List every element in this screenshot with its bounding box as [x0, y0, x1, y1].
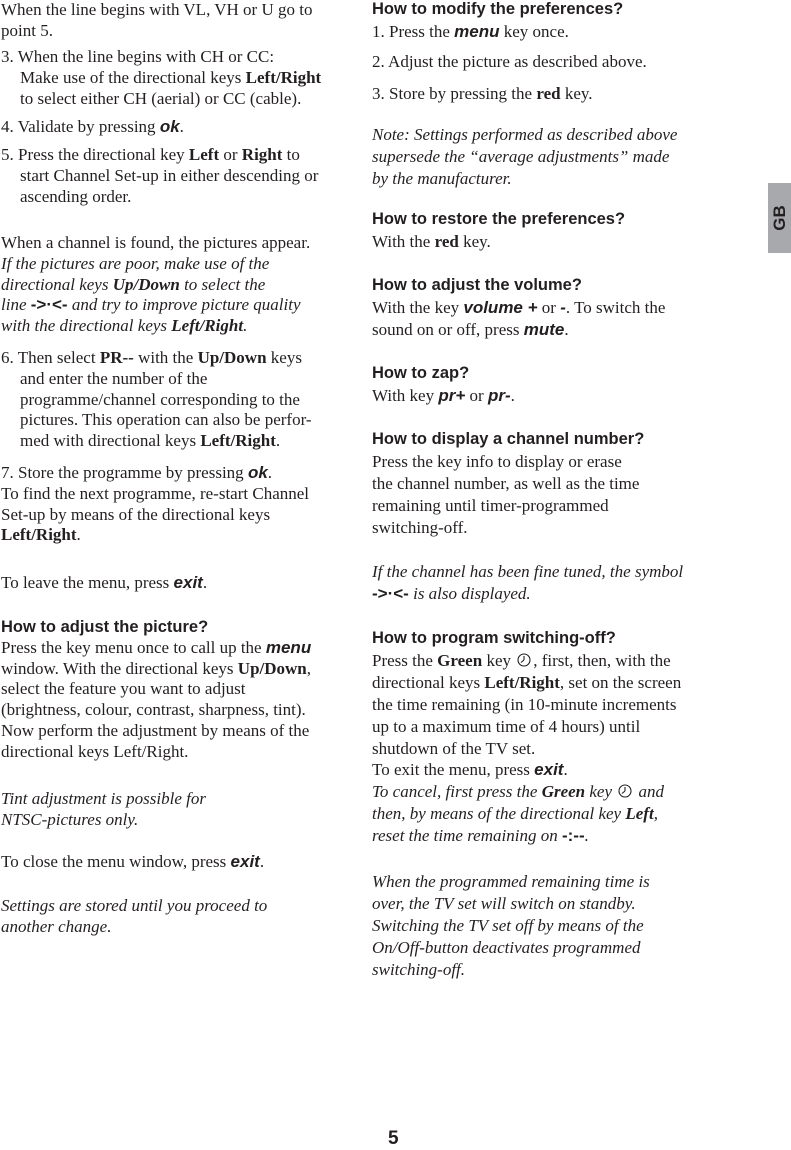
- text-line: [372, 759, 681, 781]
- text-line: [1, 21, 312, 42]
- key-name: pr+: [438, 385, 466, 405]
- text-run: switching-off.: [372, 517, 468, 537]
- standby-note: [372, 871, 650, 981]
- text-run: NTSC-pictures only.: [1, 809, 139, 829]
- text-run: to select the: [179, 274, 266, 294]
- key-name: pr-: [487, 385, 511, 405]
- text-run: 3. Store by pressing the: [372, 84, 537, 103]
- text-run: .: [179, 117, 184, 136]
- text-run: To exit the menu, press: [372, 760, 535, 780]
- text-run: 4. Validate by pressing: [1, 117, 160, 136]
- text-run: 5. Press the directional key: [1, 145, 189, 164]
- text-run: directional keys Left/Right.: [1, 741, 189, 761]
- text-run: directional keys: [1, 274, 113, 294]
- text-line: [372, 473, 644, 495]
- text-run: and try to improve picture quality: [67, 295, 301, 315]
- text-run: When the line begins with VL, VH or U go to: [1, 0, 313, 19]
- text-line: [372, 694, 681, 716]
- key-name: Right: [241, 145, 283, 164]
- key-name: -: [560, 297, 566, 317]
- text-run: . To switch the: [565, 297, 666, 317]
- text-run: Switching the TV set off by means of the: [372, 915, 644, 935]
- text-run: 2. Adjust the picture as described above.: [372, 52, 647, 71]
- channel-found-paragraph: [1, 233, 310, 337]
- tint-note: [1, 789, 206, 831]
- clock-icon: [517, 651, 531, 665]
- text-line: [20, 369, 312, 390]
- modify-step-2: [372, 51, 647, 73]
- text-run: med with directional keys: [20, 431, 201, 451]
- text-run: key once.: [499, 21, 569, 41]
- text-line: [372, 825, 681, 847]
- text-line: [372, 583, 683, 605]
- section-heading: [372, 0, 623, 21]
- section-heading: [372, 428, 644, 451]
- text-run: and: [634, 782, 665, 802]
- text-run: switching-off.: [372, 959, 466, 979]
- heading-text: How to adjust the picture?: [1, 618, 209, 636]
- text-line: [1, 145, 318, 166]
- text-run: Settings are stored until you proceed to: [1, 896, 268, 915]
- switching-off-section: [372, 627, 681, 847]
- text-line: [372, 959, 650, 981]
- text-run: On/Off-button deactivates programmed: [372, 937, 641, 957]
- text-run: another change.: [1, 916, 112, 936]
- text-line: [372, 716, 681, 738]
- text-run: or: [465, 385, 488, 405]
- text-run: To find the next programme, re-start Channel: [1, 483, 310, 503]
- text-line: [1, 316, 310, 337]
- text-line: [20, 68, 321, 89]
- text-line: [1, 233, 310, 254]
- leave-menu-paragraph: [1, 573, 207, 594]
- key-name: Green: [437, 650, 483, 670]
- key-name: Left: [188, 145, 220, 164]
- text-run: or: [537, 297, 561, 317]
- text-run: .: [267, 463, 273, 482]
- text-line: [372, 937, 650, 959]
- text-run: .: [564, 319, 569, 339]
- text-line: [372, 385, 515, 407]
- text-run: key.: [458, 231, 491, 251]
- text-run: .: [275, 431, 281, 451]
- text-line: [372, 781, 681, 803]
- text-run: .: [563, 760, 568, 780]
- text-line: [372, 893, 650, 915]
- text-run: up to a maximum time of 4 hours) until: [372, 716, 641, 736]
- text-line: [20, 431, 312, 452]
- text-run: .: [259, 852, 265, 871]
- text-line: [372, 231, 625, 253]
- text-run: sound on or off, press: [372, 319, 524, 339]
- text-run: line: [1, 295, 31, 315]
- text-run: Set-up by means of the directional keys: [1, 504, 271, 524]
- modify-preferences-section: [372, 0, 623, 43]
- text-line: [1, 896, 267, 917]
- text-run: pictures. This operation can also be perfor-: [20, 410, 312, 430]
- text-run: Note: Settings performed as described above: [372, 125, 678, 144]
- heading-text: How to adjust the volume?: [372, 276, 582, 294]
- text-run: select the feature you want to adjust: [1, 679, 246, 699]
- text-run: with the: [133, 348, 198, 367]
- text-line: [372, 124, 677, 146]
- text-run: by the manufacturer.: [372, 168, 512, 188]
- text-line: [1, 721, 311, 742]
- text-line: [1, 917, 267, 938]
- text-run: over, the TV set will switch on standby.: [372, 893, 636, 913]
- text-line: [372, 297, 665, 319]
- text-line: [20, 166, 318, 187]
- text-line: [1, 573, 207, 594]
- section-heading: [372, 274, 665, 297]
- language-tab-label: GB: [769, 205, 789, 231]
- text-line: [20, 187, 318, 208]
- key-name: red: [434, 231, 459, 251]
- text-run: directional keys: [372, 672, 485, 692]
- text-run: the time remaining (in 10-minute increments: [372, 694, 677, 714]
- heading-text: How to program switching-off?: [372, 629, 616, 647]
- text-run: shutdown of the TV set.: [372, 738, 536, 758]
- text-run: Make use of the directional keys: [20, 67, 246, 87]
- section-heading: [1, 617, 311, 638]
- page-number: 5: [388, 1128, 399, 1149]
- key-name: Up/Down: [197, 348, 267, 367]
- text-run: programme/channel corresponding to the: [20, 389, 300, 409]
- adjust-picture-section: [1, 617, 311, 763]
- text-run: To leave the menu, press: [1, 573, 174, 592]
- key-name: -:--: [561, 826, 585, 846]
- text-line: [1, 525, 309, 546]
- key-name: ->·<-: [372, 583, 409, 603]
- text-line: [1, 295, 310, 316]
- key-name: Left/Right: [171, 316, 244, 336]
- text-run: Press the key info to display or erase: [372, 451, 622, 471]
- text-run: then, by means of the directional key: [372, 804, 626, 824]
- text-line: [20, 410, 312, 431]
- section-heading: [372, 208, 625, 231]
- text-line: [372, 168, 677, 190]
- key-name: exit: [173, 573, 203, 592]
- text-run: .: [510, 385, 515, 405]
- text-line: [20, 390, 312, 411]
- key-name: menu: [454, 21, 500, 41]
- key-name: Up/Down: [237, 658, 307, 678]
- text-line: [1, 505, 309, 526]
- text-line: [372, 650, 681, 672]
- text-run: If the channel has been fine tuned, the symbol: [372, 562, 684, 581]
- key-name: PR--: [99, 348, 134, 367]
- text-run: with the directional keys: [1, 316, 172, 336]
- text-run: ascending order.: [20, 186, 132, 206]
- section-heading: [372, 627, 681, 650]
- text-run: .: [76, 525, 81, 545]
- text-run: 6. Then select: [1, 348, 100, 367]
- text-run: Press the: [372, 650, 438, 670]
- text-line: [372, 672, 681, 694]
- key-name: Left/Right: [245, 67, 322, 87]
- key-name: Green: [541, 782, 586, 802]
- text-line: [372, 871, 650, 893]
- text-line: [1, 679, 311, 700]
- text-run: key: [482, 650, 516, 670]
- text-line: [1, 852, 264, 873]
- text-line: [372, 83, 593, 105]
- text-run: remaining until timer-programmed: [372, 495, 609, 515]
- close-menu-paragraph: [1, 852, 264, 873]
- volume-section: [372, 274, 665, 341]
- channel-number-section: [372, 428, 644, 539]
- text-run: To cancel, first press the: [372, 782, 542, 802]
- text-line: [372, 517, 644, 539]
- step-7: [1, 463, 309, 546]
- text-run: 3. When the line begins with CH or CC:: [1, 47, 275, 66]
- text-line: [372, 146, 677, 168]
- text-run: Tint adjustment is possible for: [1, 789, 206, 808]
- text-run: to: [282, 145, 300, 164]
- text-run: window. With the directional keys: [1, 658, 238, 678]
- text-run: keys: [266, 348, 302, 367]
- settings-stored-note: [1, 896, 267, 938]
- text-line: [372, 738, 681, 760]
- text-line: [1, 700, 311, 721]
- heading-text: How to display a channel number?: [372, 430, 645, 448]
- heading-text: How to zap?: [372, 364, 470, 382]
- step-6: [1, 348, 312, 452]
- step-3: [1, 47, 321, 109]
- step-5: [1, 145, 318, 207]
- text-line: [372, 915, 650, 937]
- text-run: ,: [306, 658, 312, 678]
- text-run: (brightness, colour, contrast, sharpness, tint).: [1, 700, 306, 720]
- modify-step-3: [372, 83, 593, 105]
- text-run: .: [243, 316, 248, 336]
- text-line: [1, 742, 311, 763]
- text-line: [1, 47, 321, 68]
- text-run: Press the key menu once to call up the: [1, 637, 266, 657]
- language-tab-gb: [768, 183, 791, 253]
- restore-preferences-section: [372, 208, 625, 253]
- key-name: exit: [230, 852, 260, 871]
- text-run: Now perform the adjustment by means of the: [1, 720, 310, 740]
- key-name: ->·<-: [30, 295, 68, 315]
- text-run: 1. Press the: [372, 21, 455, 41]
- text-line: [20, 89, 321, 110]
- text-run: to select either CH (aerial) or CC (cable).: [20, 88, 302, 108]
- text-line: [1, 659, 311, 680]
- text-run: When the programmed remaining time is: [372, 872, 650, 891]
- text-line: [1, 463, 309, 484]
- key-name: ok: [159, 117, 180, 136]
- text-run: the channel number, as well as the time: [372, 473, 640, 493]
- step-4: [1, 117, 184, 138]
- text-run: .: [584, 826, 589, 846]
- text-line: [372, 803, 681, 825]
- zap-section: [372, 362, 515, 407]
- text-run: With the key: [372, 297, 464, 317]
- section-heading: [372, 362, 515, 385]
- text-line: [1, 275, 310, 296]
- heading-text: How to modify the preferences?: [372, 0, 624, 18]
- text-run: supersede the “average adjustments” made: [372, 146, 670, 166]
- intro-paragraph: [1, 0, 312, 42]
- text-line: [1, 638, 311, 659]
- text-line: [372, 561, 683, 583]
- key-name: ok: [247, 463, 268, 482]
- text-run: and enter the number of the: [20, 368, 208, 388]
- key-name: mute: [523, 319, 565, 339]
- text-run: , set on the screen: [559, 672, 682, 692]
- key-name: menu: [265, 637, 312, 657]
- key-name: Left/Right: [200, 431, 276, 451]
- key-name: exit: [534, 760, 564, 780]
- fine-tuned-note: [372, 561, 683, 605]
- text-line: [372, 451, 644, 473]
- text-run: With key: [372, 385, 439, 405]
- text-run: With the: [372, 231, 435, 251]
- text-run: 7. Store the programme by pressing: [1, 463, 248, 482]
- text-run: key.: [560, 84, 593, 103]
- text-line: [372, 495, 644, 517]
- key-name: Left/Right: [484, 672, 560, 692]
- text-run: start Channel Set-up in either descending or: [20, 165, 319, 185]
- text-run: or: [219, 145, 242, 164]
- key-name: volume +: [463, 297, 538, 317]
- key-name: Left: [625, 804, 654, 824]
- preferences-note: [372, 124, 677, 190]
- text-line: [372, 51, 647, 73]
- text-line: [1, 254, 310, 275]
- text-run: point 5.: [1, 20, 53, 40]
- text-line: [1, 117, 184, 138]
- text-line: [1, 810, 206, 831]
- text-run: key: [585, 782, 617, 802]
- text-line: [372, 21, 623, 43]
- key-name: Left/Right: [1, 525, 77, 545]
- text-line: [372, 319, 665, 341]
- heading-text: How to restore the preferences?: [372, 210, 626, 228]
- text-line: [1, 484, 309, 505]
- text-line: [1, 348, 312, 369]
- clock-icon: [618, 782, 632, 796]
- text-run: .: [202, 573, 208, 592]
- text-line: [1, 789, 206, 810]
- text-run: , first, then, with the: [533, 650, 671, 670]
- key-name: red: [536, 84, 561, 103]
- text-line: [1, 0, 312, 21]
- text-run: To close the menu window, press: [1, 852, 231, 871]
- text-run: reset the time remaining on: [372, 826, 562, 846]
- key-name: Up/Down: [112, 274, 180, 294]
- text-run: ,: [653, 804, 658, 824]
- text-run: If the pictures are poor, make use of the: [1, 253, 270, 273]
- text-run: When a channel is found, the pictures appear.: [1, 233, 311, 252]
- text-run: is also displayed.: [408, 583, 531, 603]
